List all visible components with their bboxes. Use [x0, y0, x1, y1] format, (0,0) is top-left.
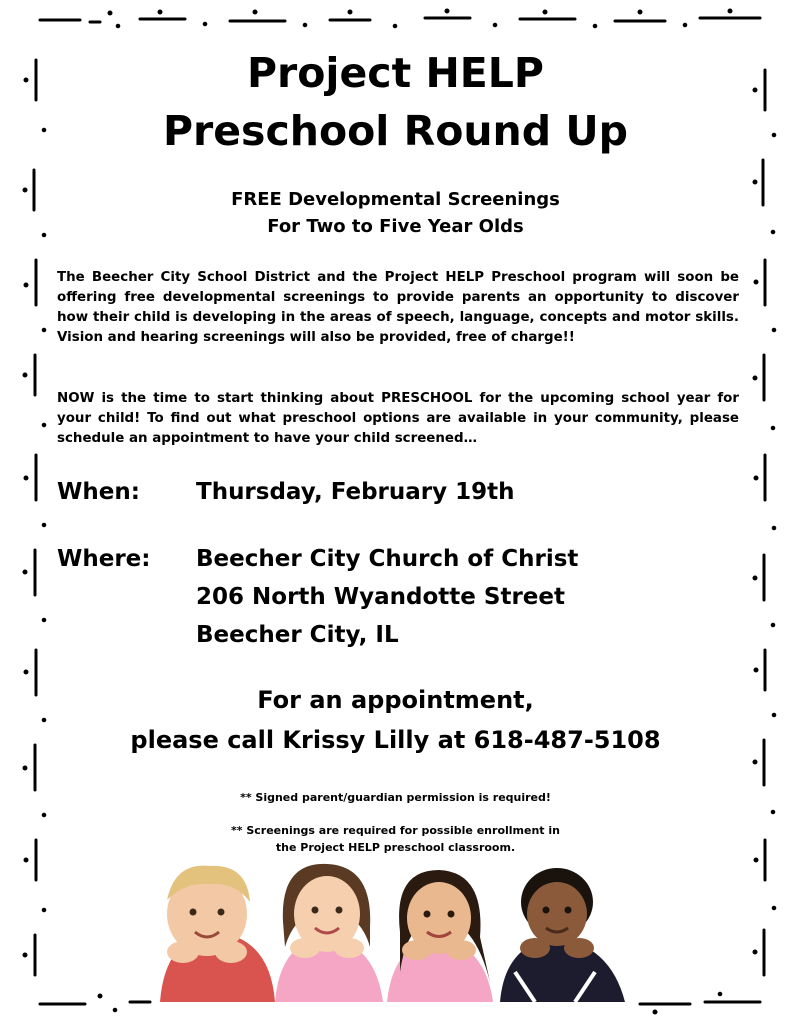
title-line-2: Preschool Round Up: [162, 107, 628, 155]
child-3: [387, 870, 493, 1002]
enrollment-note-line-2: the Project HELP preschool classroom.: [275, 841, 516, 854]
preschool-paragraph: NOW is the time to start thinking about PRESCHOOL for the upcoming school year for your child! To find out what preschool options are available in your community, please schedule an appointment to have your child screened…: [57, 391, 739, 446]
permission-note: ** Signed parent/guardian permission is required!: [240, 791, 551, 804]
appointment-line-1: For an appointment,: [257, 686, 534, 714]
where-label: Where:: [57, 546, 151, 572]
appointment-phone-line: please call Krissy Lilly at 618-487-5108: [130, 726, 661, 754]
when-label: When:: [57, 479, 140, 505]
children-photo: [155, 852, 635, 1002]
intro-paragraph: The Beecher City School District and the Project HELP Preschool program will soon be offering free developmental screenings to provide parents an opportunity to discover how their child is developing in the areas of speech, language, concepts and motor skills. Vision and hearing screenings will also be provided, free of charge!!: [57, 270, 739, 345]
subtitle-line-1: FREE Developmental Screenings: [231, 189, 560, 210]
enrollment-note-line-1: ** Screenings are required for possible enrollment in: [231, 824, 560, 837]
child-2: [275, 864, 383, 1002]
when-value: Thursday, February 19th: [196, 479, 515, 505]
where-line-2: 206 North Wyandotte Street: [196, 584, 565, 610]
child-4: [500, 868, 625, 1002]
subtitle-line-2: For Two to Five Year Olds: [267, 216, 524, 237]
where-line-3: Beecher City, IL: [196, 622, 399, 648]
where-line-1: Beecher City Church of Christ: [196, 546, 579, 572]
title-line-1: Project HELP: [247, 49, 544, 97]
child-1: [160, 866, 275, 1002]
